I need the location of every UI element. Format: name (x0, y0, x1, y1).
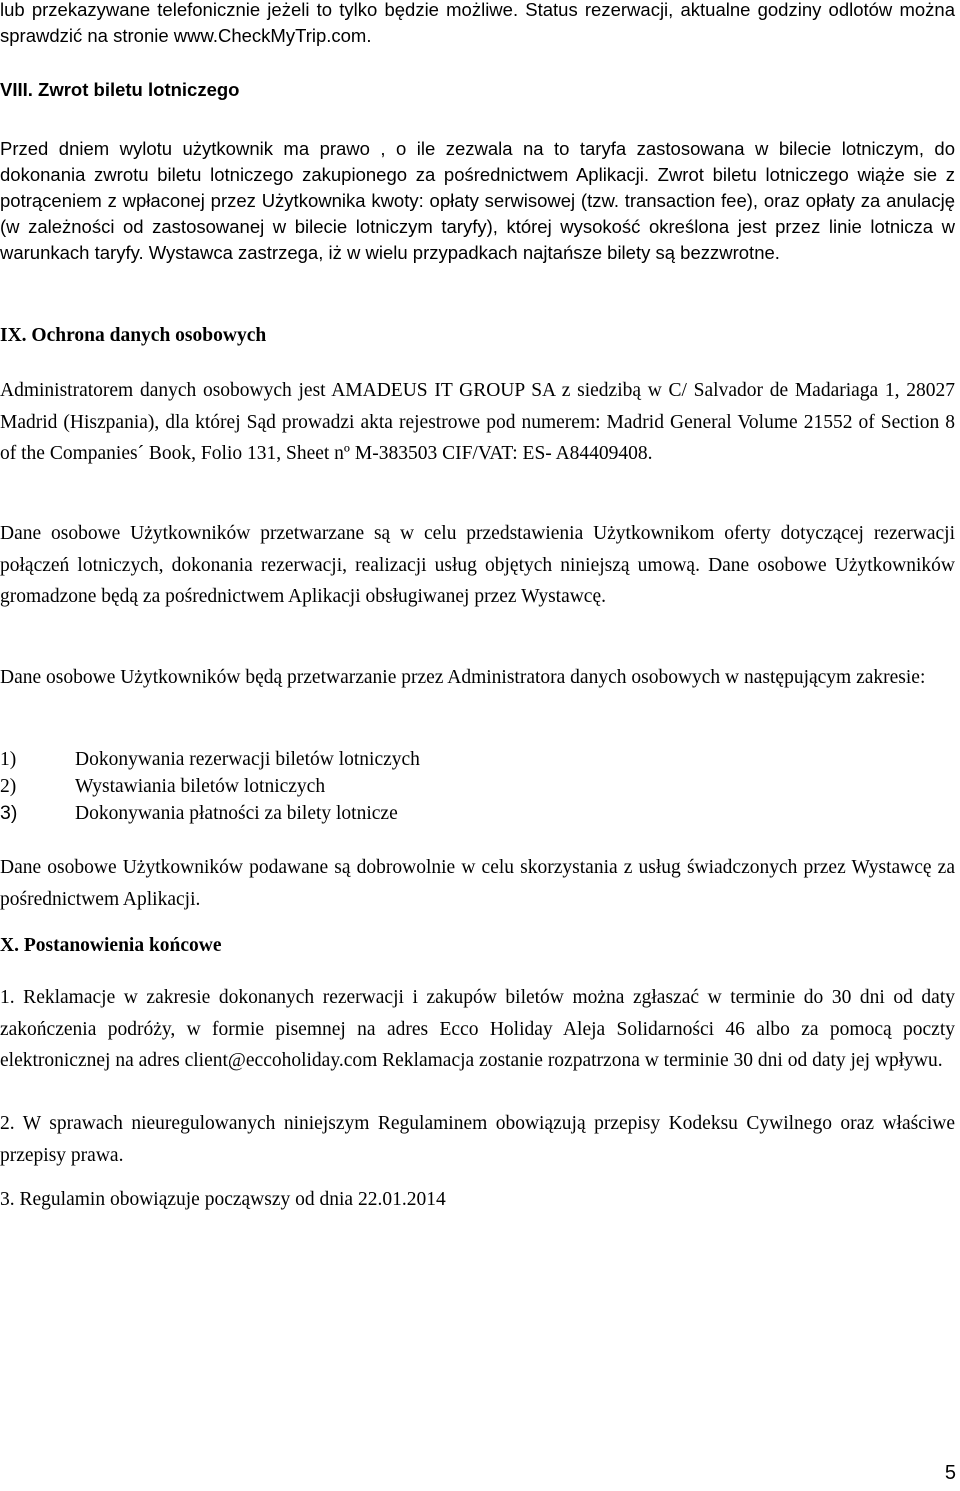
section-8-paragraph: Przed dniem wylotu użytkownik ma prawo , o ile zezwala na to taryfa zastosowana w bilecie lotniczym, do dokonania zwrotu biletu lotniczego zakupionego za pośrednictwem Aplikacji. Zwrot biletu lotniczego wiąże sie z potrąceniem z wpłaconej przez Użytkownika kwoty: opłaty serwisowej (tzw. transaction fee), oraz opłaty za anulację (w zależności od zastosowanej w bilecie lotniczym taryfy), której wysokość określona jest przez linie lotnicza w warunkach taryfy. Wystawca zastrzega, iż w wielu przypadkach najtańsze bilety są bezzwrotne. (0, 138, 955, 263)
list-item-number: 2) (0, 776, 17, 797)
section-9-paragraph-4: Dane osobowe Użytkowników podawane są dobrowolnie w celu skorzystania z usług świadczonych przez Wystawcę za pośrednictwem Aplikacji. (0, 857, 955, 910)
section-9-heading: IX. Ochrona danych osobowych (0, 325, 267, 346)
list-item-text: Dokonywania rezerwacji biletów lotniczych (75, 749, 420, 770)
section-9-paragraph-2: Dane osobowe Użytkowników przetwarzane są w celu przedstawienia Użytkownikom oferty dotyczącej rezerwacji połączeń lotniczych, dokonania rezerwacji, realizacji usług objętych niniejszą umową. Dane osobowe Użytkowników gromadzone będą za pośrednictwem Aplikacji obsługiwanej przez Wystawcę. (0, 523, 955, 607)
list-item-text: Wystawiania biletów lotniczych (75, 776, 326, 797)
section-9-paragraph-1: Administratorem danych osobowych jest AMADEUS IT GROUP SA z siedzibą w C/ Salvador de Madariaga 1, 28027 Madrid (Hiszpania), dla której Sąd prowadzi akta rejestrowe pod numerem: Madrid General Volume 21552 of Section 8 of the Companies´ Book, Folio 131, Sheet nº M-383503 CIF/VAT: ES- A84409408. (0, 380, 955, 464)
processing-scope-list (0, 746, 955, 827)
page-number: 5 (944, 1462, 956, 1484)
list-item (0, 800, 955, 827)
section-8-heading: VIII. Zwrot biletu lotniczego (0, 79, 240, 100)
section-10-paragraph-3: 3. Regulamin obowiązuje począwszy od dnia 22.01.2014 (0, 1189, 446, 1210)
checkmytrip-link[interactable]: www.CheckMyTrip.com (173, 25, 367, 46)
list-item-number: 1) (0, 749, 17, 770)
list-item (0, 746, 955, 773)
list-item (0, 773, 955, 800)
intro-text-before: lub przekazywane telefonicznie jeżeli to tylko będzie możliwe. Status rezerwacji, aktualne godziny odlotów można sprawdzić na stronie (0, 0, 955, 46)
section-10-paragraph-2: 2. W sprawach nieuregulowanych niniejszym Regulaminem obowiązują przepisy Kodeksu Cywilnego oraz właściwe przepisy prawa. (0, 1113, 955, 1166)
list-item-text: Dokonywania płatności za bilety lotnicze (75, 803, 398, 824)
intro-text-after: . (366, 25, 372, 46)
section-10-paragraph-1: 1. Reklamacje w zakresie dokonanych rezerwacji i zakupów biletów można zgłaszać w terminie do 30 dni od daty zakończenia podróży, w formie pisemnej na adres Ecco Holiday Aleja Solidarności 46 albo za pomocą poczty elektronicznej na adres client@eccoholiday.com Reklamacja zostanie rozpatrzona w terminie 30 dni od daty jej wpływu. (0, 987, 955, 1071)
intro-paragraph (0, 0, 955, 49)
section-10-heading: X. Postanowienia końcowe (0, 935, 222, 956)
list-item-number: 3) (0, 802, 18, 824)
section-9-paragraph-3: Dane osobowe Użytkowników będą przetwarzanie przez Administratora danych osobowych w następującym zakresie: (0, 667, 926, 688)
